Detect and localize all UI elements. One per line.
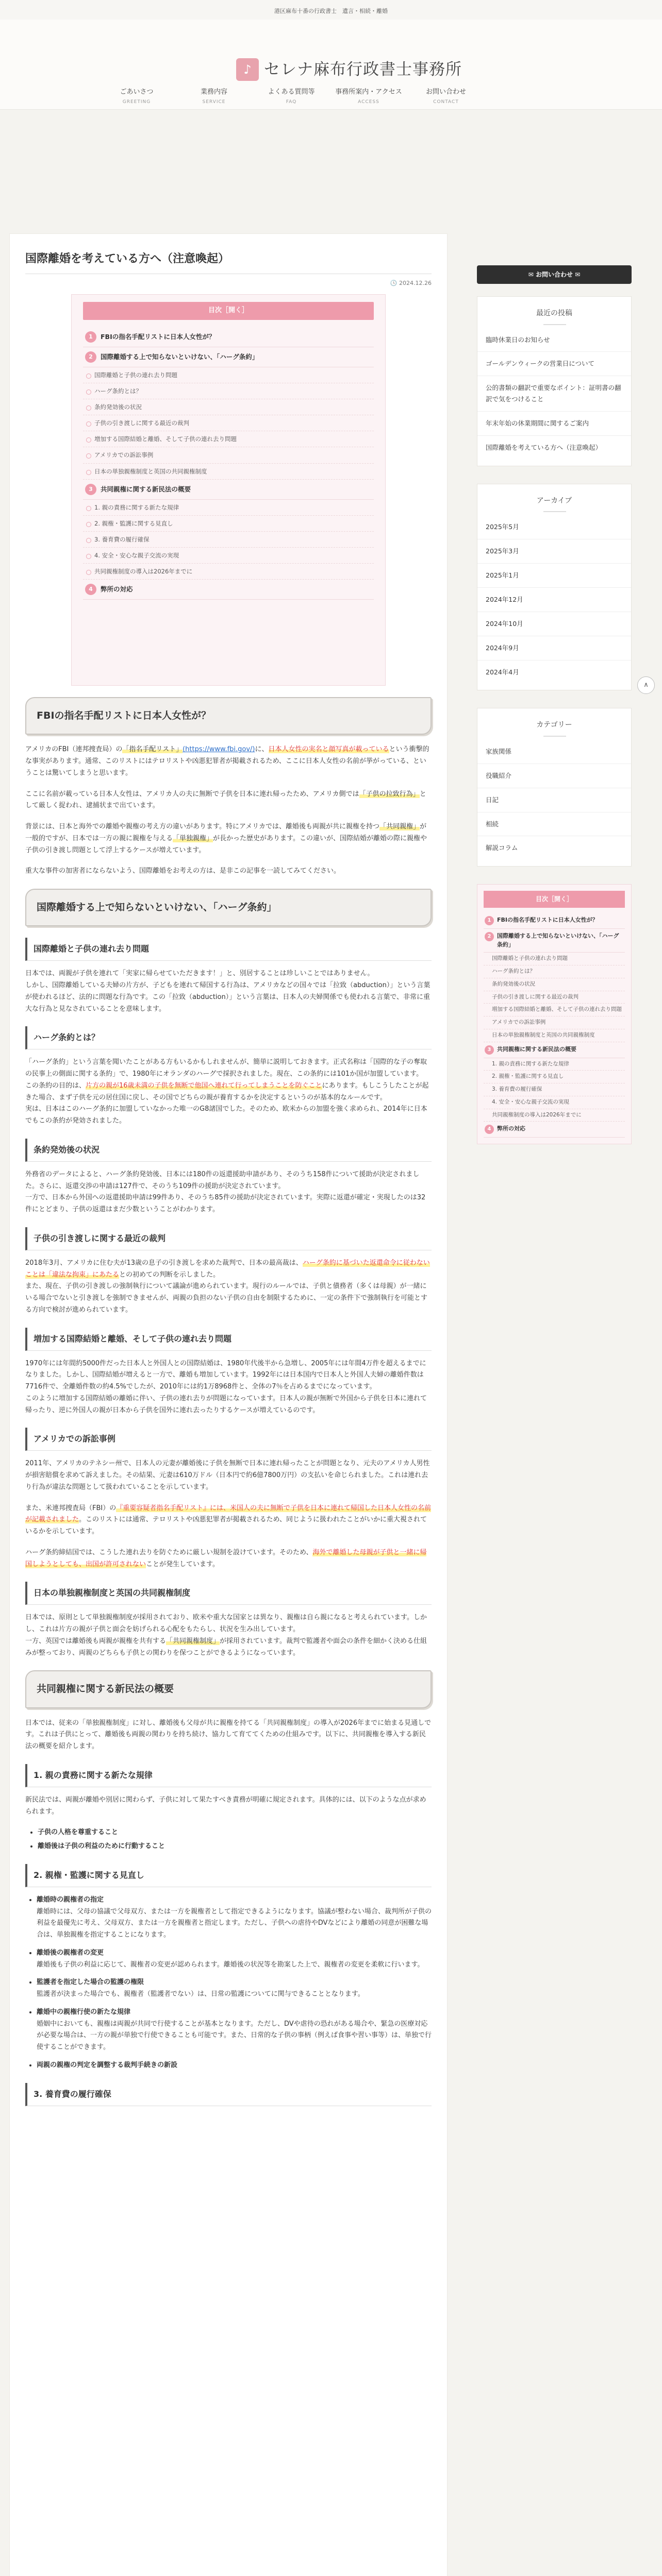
toc-label: FBIの指名手配リストに日本人女性が？ [101,332,216,341]
toc-subitem[interactable]: 4. 安全・安心な親子交流の実現 [484,1096,625,1109]
nav-label: お問い合わせ [425,88,466,96]
toc-subitem[interactable]: ハーグ条約とは？ [484,965,625,978]
nav-label: 事務所案内・アクセス [335,88,402,96]
toc-subitem[interactable]: ハーグ条約とは？ [83,383,374,399]
archive-link[interactable]: 2025年5月 [477,515,631,539]
recent-post-link[interactable]: 国際離婚を考えている方へ（注意喚起） [486,443,602,451]
toc-label: 国際離婚する上で知らないといけない、「ハーグ条約」 [101,352,259,361]
section-heading-joint-custody: 共同親権に関する新民法の概要 [25,1670,432,1708]
paragraph: 1970年には年間約5000件だった日本人と外国人との国際結婚は、1980年代後半から急増し、2005年には年間4万件を超えるまでになりました。しかし、国際結婚が増えると一方で、離婚も増加しています。1992年には日本国内で日本人と外国人夫婦の離婚件数は7716件で、全離婚件数の約4.5%でしたが、2010年には約1万8968件と、全体の7％を占めるまでになっています。 このように増加する国際結婚の離婚に伴い、子供の連れ去りが問題になっています。日本人の親が無断で外国から子供を日本に連れて帰ったり、逆に外国人の親が日本から子供を国外に連れ去ったりするケースが増えているのです。 [25,1359,427,1414]
toc-subitem[interactable]: 2. 親権・監護に関する見直し [83,516,374,532]
archive-link[interactable]: 2025年3月 [477,539,631,564]
toc-subitem[interactable]: 1. 親の責務に関する新たな規律 [484,1058,625,1071]
paragraph: 外務省のデータによると、ハーグ条約発効後、日本には180件の返還援助申請があり、そのうち158件について援助が決定されました。さらに、返還交渉の申請は127件で、そのうち109件の援助が決定されています。 一方で、日本から外国への返還援助申請は99件あり、そのうち85件の援助が決定されています。実際に返還が確定・実現したのは32件にとどまり、子供の返還はまだ少数ということがわかります。 [25,1170,426,1214]
toc-subitem[interactable]: 2. 親権・監護に関する見直し [484,1071,625,1083]
category-link[interactable]: 役職紹介 [477,764,631,788]
toc-subitem[interactable]: 4. 安全・安心な親子交流の実現 [83,548,374,564]
paragraph: 新民法では、両親が離婚や別居に関わらず、子供に対して果たすべき責務が明確に規定されます。具体的には、以下のような点が求められます。 [25,1795,426,1816]
paragraph: ハーグ条約締結国では、こうした連れ去りを防ぐために厳しい規制を設けています。そのため、海外で離婚した母親が子供と一緒に帰国しようとしても、出国が許可されないことが発生しています。 [25,1548,427,1568]
list-item-text: 監護者が決まった場合でも、親権者（監護者でない）は、日常の監護についてに関与できることとなります。 [37,1990,365,1998]
definition-list [37,1894,432,2072]
toc-label: FBIの指名手配リストに日本人女性が？ [497,917,598,924]
toc-subitem[interactable]: 日本の単独親権制度と英国の共同親権制度 [484,1029,625,1042]
toc-subitem[interactable]: 増加する国際結婚と離婚、そして子供の連れ去り問題 [484,1004,625,1016]
toc-subitem[interactable]: 国際離婚と子供の連れ去り問題 [83,367,374,383]
toc-number: 3 [485,1045,494,1055]
toc-subitem[interactable]: 共同親権制度の導入は2026年までに [484,1109,625,1122]
subheading: 2. 親権・監護に関する見直し [25,1864,432,1887]
toc-subitem[interactable]: 国際離婚と子供の連れ去り問題 [484,953,625,965]
list-item-text: 離婚後も子供の利益に応じて、親権者の変更が認められます。離婚後の状況等を勘案した上で、親権者の変更を柔軟に行います。 [37,1960,424,1969]
category-link[interactable]: 相続 [477,812,631,837]
nav-sublabel: GREETING [122,99,151,105]
contact-button[interactable]: ✉ お問い合わせ ✉ [477,265,632,284]
subheading: 増加する国際結婚と離婚、そして子供の連れ去り問題 [25,1328,432,1351]
nav-label: よくある質問等 [268,88,315,96]
toc-number: 3 [85,484,96,495]
toc-number: 4 [485,1125,494,1134]
bullet-list [38,1827,432,1853]
archive-widget [477,484,632,691]
toc-subitem[interactable]: アメリカでの訴訟事例 [484,1016,625,1029]
category-link[interactable]: 日記 [477,788,631,812]
nav-item-4[interactable] [407,87,485,107]
archive-link[interactable]: 2024年12月 [477,588,631,612]
subheading: 条約発効後の状況 [25,1139,432,1162]
list-item-title: • 両親の親権の判定を調整する裁判手続きの新設 [37,2061,178,2069]
paragraph: 「ハーグ条約」という言葉を聞いたことがある方もいるかもしれませんが、簡単に説明しておきます。正式名称は「国際的な子の奪取の民事上の側面に関する条約」で、1980年にオランダのハーグで採択されました。現在、この条約には101か国が加盟しています。 この条約の目的は、片方の親が16歳未満の子供を無断で他国へ連れて行ってしまうことを防ぐことにあります。もしこうしたことが起きた場合、まず子供を元の居住国に戻し、その国でどちらの親が養育するかを決定するというのが基本的なルールです。 実は、日本はこのハーグ条約に加盟していなかった唯一のG8諸国でした。そのため、欧米からの加盟を強く求められ、2014年に日本でもこの条約が発効されました。 [25,1058,429,1125]
paragraph: また、米連邦捜査局（FBI）の『重要容疑者指名手配リスト』には、米国人の夫に無断で子供を日本に連れて帰国した日本人女性の名前が記載されました。このリストには通常、テロリストや凶悪犯罪者が掲載されるため、同じように扱われたことがいかに重大視されているかを示しています。 [25,1504,431,1536]
scroll-top-button[interactable]: ∧ [637,676,655,694]
recent-post-link[interactable]: 公的書類の翻訳で重要なポイント：証明書の翻訳で気をつけること [477,376,631,412]
toc-subitem[interactable]: 条約発効後の状況 [83,399,374,415]
recent-post-link[interactable]: 臨時休業日のお知らせ [477,328,631,352]
list-item: • 子供の人格を尊重すること [38,1827,432,1839]
toc-item[interactable] [83,347,374,367]
page-title: 国際離婚を考えている方へ（注意喚起） [25,251,432,274]
toc-subitem[interactable]: 3. 養育費の履行確保 [83,532,374,548]
nav-sublabel: SERVICE [202,99,226,105]
nav-item-3[interactable] [330,87,407,107]
nav-item-0[interactable] [98,87,175,107]
tagline: 港区麻布十番の行政書士 遺言・相続・離婚 [274,8,388,14]
toc-item[interactable] [484,913,625,929]
sidebar-toc [477,884,632,1144]
subheading: 3. 養育費の履行確保 [25,2083,432,2106]
archive-link[interactable]: 2024年10月 [477,612,631,636]
widget-title: 最近の投稿 [477,297,631,328]
recent-posts-widget [477,296,632,466]
section-heading-hague: 国際離婚する上で知らないといけない、「ハーグ条約」 [25,889,432,926]
site-logo[interactable] [236,56,462,83]
nav-sublabel: FAQ [286,99,297,105]
sidebar-toc-toggle[interactable]: 目次［開く］ [484,891,625,908]
toc-subitem[interactable]: 1. 親の責務に関する新たな規律 [83,500,374,516]
list-item [37,2007,432,2054]
category-widget [477,708,632,867]
toc-subitem[interactable]: 増加する国際結婚と離婚、そして子供の連れ去り問題 [83,431,374,447]
list-item [37,2060,432,2072]
paragraph: 2011年、アメリカのテネシー州で、日本人の元妻が離婚後に子供を無断で日本に連れ帰ったことが問題となり、元夫のアメリカ人男性が損害賠償を求めて訴えました。その結果、元妻は610万ドル（日本円で約6億7800万円）の支払いを命じられました。これは連れ去り行為が違法な問題として扱われていることを示しています。 [25,1460,430,1491]
category-link[interactable]: 家族関係 [477,740,631,764]
list-item-title: • 監護者を指定した場合の監護の権限 [37,1978,144,1987]
logo-icon: ♪ [236,58,259,81]
list-item-text: 婚姻中においても、親権は両親が共同で行使することが基本となります。ただし、DVや虐待の恐れがある場合や、緊急の医療対応が必要な場合は、一方の親が単独で行使できることも可能です。また、日常的な子供の事柄（例えば食事や習い事等）は、単独で行使することができます。 [37,2020,432,2052]
top-tagline-bar [0,0,662,20]
subheading: ハーグ条約とは？ [25,1026,432,1049]
global-nav [98,87,485,107]
list-item [37,1894,432,1941]
paragraph: 日本では、従来の「単独親権制度」に対し、離婚後も父母が共に親権を持てる「共同親権制度」の導入が2026年までに始まる見通しです。これは子供にとって、離婚後も両親の関わりを持ち続け、協力して育ててくための仕組みです。以下に、共同親権を導入する新民法の概要を紹介します。 [25,1719,432,1751]
list-item [37,1947,432,1971]
nav-sublabel: ACCESS [358,99,379,105]
toc-item[interactable] [484,1122,625,1138]
subheading: アメリカでの訴訟事例 [25,1428,432,1451]
clock-icon: 🕓 [390,279,400,286]
recent-post-link[interactable]: 年末年始の休業期間に関するご案内 [477,412,631,436]
nav-label: 業務内容 [200,88,227,96]
sidebar [477,265,632,1144]
toc-subitem[interactable]: 共同親権制度の導入は2026年までに [83,564,374,580]
nav-item-2[interactable] [253,87,330,107]
toc-label: 共同親権に関する新民法の概要 [101,485,191,493]
toc-label: 弊所の対応 [101,585,133,594]
subheading: 日本の単独親権制度と英国の共同親権制度 [25,1582,432,1605]
archive-link[interactable]: 2024年9月 [477,636,631,660]
subheading: 子供の引き渡しに関する最近の裁判 [25,1227,432,1250]
toc-subitem[interactable]: 子供の引き渡しに関する最近の裁判 [484,991,625,1004]
site-name: セレナ麻布行政書士事務所 [264,60,462,79]
list-item-title: • 離婚後の親権者の変更 [37,1948,104,1957]
list-item-text: 離婚時には、父母の協議で父母双方、または一方を親権者として指定できるようになります。協議が整わない場合、裁判所が子供の利益を最優先に考え、父母双方、または一方を親権者と指定します。ただし、子供への虐待やDVなどにより離婚の同意が困難な場合は、単独親権を指定することになります。 [37,1907,432,1939]
paragraph: 日本では、原則として単独親権制度が採用されており、欧米や重大な国家とは異なり、親権は自ら親になると考えられています。しかし、これは片方の親が子供と面会を妨げられる心配をもたらし、状況を生み出しています。 一方、英国では離婚後も両親が親権を共有する「共同親権制度」が採用されています。裁判で監護者や面会の条件を細かく決める仕組みが整っており、両親のどちらも子供との関わりを保つことができるようになっています。 [25,1614,427,1657]
paragraph: 背景には、日本と海外での離婚や親権の考え方の違いがあります。特にアメリカでは、離婚後も両親が共に親権を持つ「共同親権」が一般的ですが、日本では一方の親に親権を与える「単独親権」が長かった歴史があります。この違いが、国際結婚が離婚の際に親権や子供の引き渡し問題として浮上するケースが増えています。 [25,823,427,854]
list-item-title: • 離婚時の親権者の指定 [37,1895,104,1904]
nav-item-1[interactable] [175,87,253,107]
section-heading-fbi: FBIの指名手配リストに日本人女性が？ [25,697,432,735]
subheading: 国際離婚と子供の連れ去り問題 [25,938,432,961]
paragraph: アメリカのFBI（連邦捜査局）の「指名手配リスト」(https://www.fbi.gov/)に、日本人女性の実名と顔写真が載っているという衝撃的な事実があります。通常、このリストにはテロリストや凶悪犯罪者が掲載されるため、ここに日本人女性の名前が挙がっている、ということは驚いてしまうと思います。 [25,745,429,777]
fbi-link[interactable]: (https://www.fbi.gov/) [183,745,255,754]
nav-sublabel: CONTACT [433,99,459,105]
subheading: 1. 親の責務に関する新たな規律 [25,1764,432,1787]
toc-label: 共同親権に関する新民法の概要 [497,1045,576,1053]
main-article [9,233,448,2576]
paragraph: 重大な事件の加害者にならないよう、国際離婚をお考えの方は、是非この記事を一読してみてください。 [25,867,341,875]
toc-toggle[interactable]: 目次［開く］ [83,302,374,320]
toc-list [83,327,374,600]
toc-item[interactable] [83,327,374,347]
toc-label: 国際離婚する上で知らないといけない、「ハーグ条約」 [497,933,619,948]
category-link[interactable]: 解説コラム [486,844,518,852]
toc-item[interactable] [83,580,374,600]
nav-label: ごあいさつ [120,88,154,96]
toc-number: 2 [85,351,96,363]
toc-number: 2 [485,932,494,941]
list-item-title: • 離婚中の親権行使の新たな規律 [37,2008,131,2016]
toc-item[interactable] [484,929,625,953]
toc-label: 弊所の対応 [497,1125,525,1132]
paragraph: 日本では、両親が子供を連れて「実家に帰らせていただきます！」と、別居することは珍しいことではありません。 しかし、国際離婚している夫婦の片方が、子どもを連れて帰国する行為は、アメリカなどの国々では「拉致（abduction）」という言葉が使われるほど、法的に問題な行為です。この「拉致（abduction）」という言葉は、日本人の夫婦関係でも使われる言葉で、非常に重大な行為と見なされていることを意味します。 [25,970,431,1013]
toc-subitem[interactable]: アメリカでの訴訟事例 [83,447,374,463]
archive-link[interactable]: 2024年4月 [486,668,519,676]
paragraph: 2018年3月、アメリカに住む夫が13歳の息子の引き渡しを求めた裁判で、日本の最高裁は、ハーグ条約に基づいた返還命令に従わないことは「違法な拘束」にあたるとの初めての判断を示しました。 また、現在、子供の引き渡しの強制執行について議論が進められています。現行のルールでは、子供と債務者（多くは母親）が一緒にいる場合でないと引き渡しを強制できませんが、両親の負担のない子供の自由を制限するために、一定の条件下で強制執行を可能とする方向で検討が進められています。 [25,1259,430,1314]
archive-link[interactable]: 2025年1月 [477,564,631,588]
toc-number: 1 [85,331,96,343]
toc-number: 4 [85,584,96,595]
toc-subitem[interactable]: 子供の引き渡しに関する最近の裁判 [83,415,374,431]
paragraph: ここに名前が載っている日本人女性は、アメリカ人の夫に無断で子供を日本に連れ帰ったため、アメリカ側では「子供の拉致行為」として厳しく捉われ、逮捕状まで出ています。 [25,790,426,810]
list-item [37,1977,432,2001]
toc-subitem[interactable]: 3. 養育費の履行確保 [484,1083,625,1096]
toc-number: 1 [485,916,494,925]
list-item: • 離婚後は子供の利益のために行動すること [38,1841,432,1853]
toc-subitem[interactable]: 条約発効後の状況 [484,978,625,991]
toc-item[interactable] [83,480,374,500]
widget-title: カテゴリー [477,708,631,740]
toc-item[interactable] [484,1042,625,1058]
post-date: 🕓 2024.12.26 [390,279,432,286]
toc-subitem[interactable]: 日本の単独親権制度と英国の共同親権制度 [83,464,374,480]
widget-title: アーカイブ [477,484,631,516]
table-of-contents [71,294,386,686]
recent-post-link[interactable]: ゴールデンウィークの営業日について [477,352,631,376]
